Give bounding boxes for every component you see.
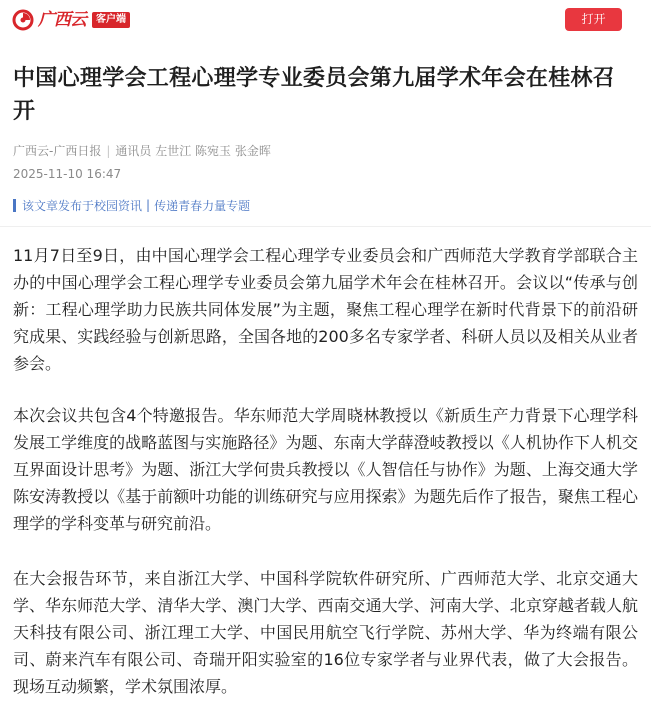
article-source: 广西云-广西日报 (13, 144, 102, 158)
article-paragraph: 在大会报告环节，来自浙江大学、中国科学院软件研究所、广西师范大学、北京交通大学、华东师范大学、清华大学、澳门大学、西南交通大学、河南大学、北京穿越者载人航天科技有限公司、浙江理工大学、中国民用航空飞行学院、苏州大学、华为终端有限公司、蔚来汽车有限公司、奇瑞开阳实验室的16位专家学者与业界代表，做了大会报告。现场互动频繁，学术氛围浓厚。 (13, 569, 638, 696)
divider (0, 226, 651, 227)
topic-tags (13, 197, 250, 213)
meta-separator: | (106, 144, 111, 158)
topic-link-campus-news[interactable]: 该文章发布于校园资讯 (22, 198, 143, 213)
article-meta (13, 143, 271, 159)
logo-text: 广西云 (38, 10, 86, 30)
logo-tag: 客户端 (92, 12, 130, 28)
article-paragraph: 11月7日至9日，由中国心理学会工程心理学专业委员会和广西师范大学教育学部联合主办的中国心理学会工程心理学专业委员会第九届学术年会在桂林召开。会议以“传承与创新：工程心理学助力民族共同体发展”为主题，聚焦工程心理学在新时代背景下的前沿研究成果、实践经验与创新思路，全国各地的200多名专家学者、科研人员以及相关从业者参会。 (13, 246, 638, 373)
article-date: 2025-11-10 16:47 (13, 167, 122, 181)
logo[interactable] (12, 8, 130, 32)
topic-link-youth-power[interactable]: 传递青春力量专题 (154, 198, 251, 213)
article-title: 中国心理学会工程心理学专业委员会第九届学术年会在桂林召开 (13, 66, 616, 124)
topic-accent-bar (13, 199, 16, 212)
article-authors: 通讯员 左世江 陈宛玉 张金晖 (115, 144, 271, 158)
article-paragraph: 本次会议共包含4个特邀报告。华东师范大学周晓林教授以《新质生产力背景下心理学科发展工学维度的战略蓝图与实施路径》为题、东南大学薛澄岐教授以《人机协作下人机交互界面设计思考》为题、浙江大学何贵兵教授以《人智信任与协作》为题、上海交通大学陈安涛教授以《基于前额叶功能的训练研究与应用探索》为题先后作了报告，聚焦工程心理学的学科变革与研究前沿。 (13, 406, 638, 533)
open-app-button[interactable]: 打开 (565, 8, 622, 31)
app-header (0, 0, 651, 40)
logo-swirl-icon (12, 9, 34, 31)
topic-separator: | (146, 198, 151, 212)
